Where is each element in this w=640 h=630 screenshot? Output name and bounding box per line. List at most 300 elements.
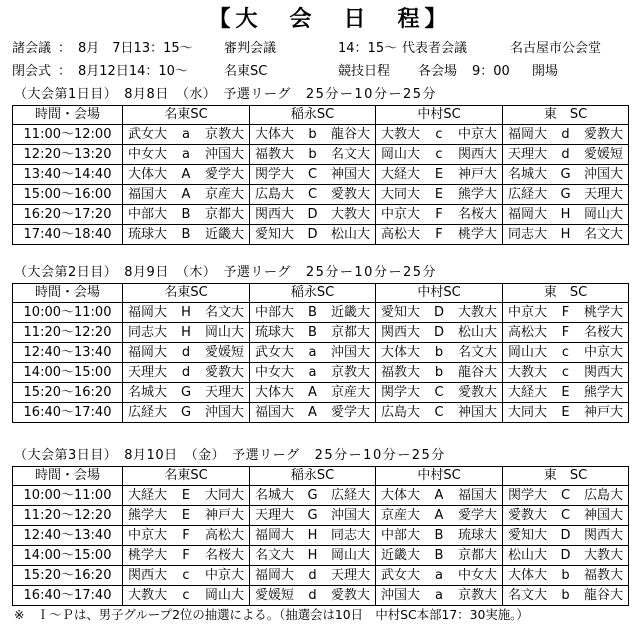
match [503,404,628,422]
match-format: 25分ー10分ー25分 [305,265,437,280]
team-away: 中京大 [204,567,244,583]
time-cell: 12:20～13:20 [13,145,123,165]
day-weekday: （水） [175,87,217,102]
group-letter: d [181,344,191,360]
group-letter: C [560,507,571,523]
team-away: 福教大 [583,567,623,583]
team-home: 中部大 [128,206,168,222]
match-cell [250,403,376,423]
team-home: 大体大 [255,384,295,400]
group-letter: A [181,186,191,202]
group-letter: A [308,404,317,420]
match [123,404,249,422]
match-cell [376,506,503,526]
group-letter: D [307,226,318,242]
venue-header: 名東SC [123,467,250,486]
group-letter: G [307,487,318,503]
match [123,126,249,144]
team-home: 福岡大 [255,527,295,543]
group-letter: C [434,404,444,420]
team-home: 福教大 [255,146,295,162]
match-cell [503,185,629,205]
group-letter: H [560,226,571,242]
match-cell [376,586,503,606]
team-away: 京都大 [330,324,370,340]
match-cell [376,303,503,323]
table-row [13,546,629,566]
time-cell: 14:00～15:00 [13,546,123,566]
team-away: 名文大 [583,226,623,242]
team-away: 名文大 [457,344,497,360]
time-cell: 10:00～11:00 [13,303,123,323]
team-home: 桃学大 [128,547,168,563]
team-home: 広経大 [508,186,548,202]
team-home: 大体大 [255,126,295,142]
venue-header: 名東SC [123,106,250,125]
team-home: 福岡大 [128,304,168,320]
group-letter: c [182,567,190,583]
group-letter: a [435,587,443,603]
match [250,547,375,565]
team-home: 近畿大 [381,547,421,563]
team-home: 福国大 [255,404,295,420]
match-cell [250,165,376,185]
group-letter: A [308,384,317,400]
match [250,146,375,164]
team-away: 京教大 [457,587,497,603]
day-date: 8月10日 [124,448,178,463]
team-away: 桃学大 [457,226,497,242]
match-cell [503,125,629,145]
table-row [13,125,629,145]
match [123,547,249,565]
match-cell [503,145,629,165]
match-cell [376,566,503,586]
match [376,587,502,605]
team-away: 京産大 [204,186,244,202]
match-cell [123,343,250,363]
match-cell [503,225,629,245]
team-away: 沖国大 [583,166,623,182]
day-label: （大会第2日目） [14,265,118,280]
match-cell [250,145,376,165]
meetings-separator: ： [58,41,72,56]
group-letter: c [182,587,190,603]
day-label: （大会第1日目） [14,87,118,102]
team-home: 中京大 [508,304,548,320]
team-home: 大体大 [381,487,421,503]
match [123,364,249,382]
match [376,567,502,585]
meetings-label: 諸会議 [12,41,52,56]
match [376,364,502,382]
team-home: 名文大 [508,587,548,603]
match [123,226,249,244]
day-stage: 予選リーグ [232,448,300,463]
team-home: 福岡大 [508,206,548,222]
team-away: 名桜大 [457,206,497,222]
group-letter: b [434,364,444,380]
team-away: 岡山大 [204,324,244,340]
match-cell [123,125,250,145]
team-home: 広島大 [381,404,421,420]
team-home: 高松大 [381,226,421,242]
team-home: 岡山大 [381,146,421,162]
team-away: 愛媛短 [204,344,244,360]
team-away: 広島大 [583,487,623,503]
match-cell [123,566,250,586]
group-letter: c [435,146,443,162]
team-home: 岡山大 [508,344,548,360]
match [250,587,375,605]
match-cell [376,145,503,165]
match-cell [376,486,503,506]
team-home: 大体大 [128,166,168,182]
group-letter: D [433,324,444,340]
group-letter: c [435,126,443,142]
group-letter: A [434,507,444,523]
match [376,384,502,402]
team-home: 大体大 [381,344,421,360]
team-away: 愛学大 [457,507,497,523]
match [123,487,249,505]
match-cell [250,125,376,145]
match [503,487,628,505]
match-cell [123,145,250,165]
group-letter: B [434,527,444,543]
meetings-datetime: 8月 7日13：15～ [78,41,193,56]
match [376,226,502,244]
venues-label: 各会場 [418,64,458,79]
match-cell [123,323,250,343]
match-cell [503,546,629,566]
group-letter: E [561,404,570,420]
match-cell [503,566,629,586]
team-away: 神戸大 [457,166,497,182]
time-cell: 13:40～14:40 [13,165,123,185]
match [503,206,628,224]
match [503,304,628,322]
group-letter: F [561,324,570,340]
referee-meeting: 審判会議 [224,41,277,56]
match-cell [376,546,503,566]
team-away: 京産大 [330,384,370,400]
match [123,206,249,224]
team-home: 琉球大 [255,324,295,340]
team-away: 愛教大 [457,384,497,400]
team-away: 愛学大 [204,166,244,182]
group-letter: H [307,527,318,543]
team-away: 沖国大 [330,507,370,523]
team-away: 京都大 [204,206,244,222]
group-letter: b [561,567,570,583]
open-time: 9：00 [472,64,510,79]
match-cell [123,403,250,423]
group-letter: A [181,166,191,182]
team-home: 大経大 [381,166,421,182]
day-label: （大会第3日目） [14,448,118,463]
group-letter: D [560,547,571,563]
team-away: 名文大 [330,146,370,162]
match [503,567,628,585]
group-letter: b [561,587,570,603]
group-letter: H [560,206,571,222]
group-letter: E [434,186,444,202]
match [250,404,375,422]
group-letter: E [181,507,191,523]
group-letter: G [560,186,571,202]
match [250,324,375,342]
team-away: 琉球大 [457,527,497,543]
team-home: 広島大 [255,186,295,202]
match-format: 25分ー10分ー25分 [314,448,446,463]
team-away: 神戸大 [583,404,623,420]
match-cell [123,165,250,185]
match-cell [250,506,376,526]
team-home: 熊学大 [128,507,168,523]
team-away: 神国大 [583,507,623,523]
team-away: 熊学大 [583,384,623,400]
venue-header: 稲永SC [250,284,376,303]
match [123,324,249,342]
match [376,304,502,322]
match [123,166,249,184]
group-letter: d [308,587,317,603]
match [376,166,502,184]
team-home: 松山大 [508,547,548,563]
venue-header: 東 SC [503,467,629,486]
team-away: 神国大 [457,404,497,420]
match [376,126,502,144]
group-letter: H [307,547,318,563]
match [503,344,628,362]
team-home: 高松大 [508,324,548,340]
team-away: 関西大 [583,364,623,380]
match-cell [123,383,250,403]
team-away: 天理大 [583,186,623,202]
match-cell [250,185,376,205]
time-cell: 17:40～18:40 [13,225,123,245]
group-letter: d [181,364,191,380]
table-row [13,343,629,363]
match [250,487,375,505]
match-cell [376,205,503,225]
time-cell: 14:00～15:00 [13,363,123,383]
match [376,146,502,164]
team-away: 近畿大 [204,226,244,242]
match [503,384,628,402]
match [503,364,628,382]
meetings-line [0,40,640,58]
team-away: 沖国大 [330,344,370,360]
team-away: 京都大 [457,547,497,563]
team-away: 広経大 [330,487,370,503]
time-cell: 11:00～12:00 [13,125,123,145]
team-home: 広経大 [128,404,168,420]
time-venue-header: 時間・会場 [13,467,123,486]
team-away: 龍谷大 [457,364,497,380]
rep-meeting: 代表者会議 [402,41,468,56]
time-cell: 16:40～17:40 [13,586,123,606]
match-cell [250,526,376,546]
match [123,304,249,322]
match-format: 25分ー10分ー25分 [305,87,437,102]
team-away: 中京大 [457,126,497,142]
match-cell [123,303,250,323]
match [376,404,502,422]
match-cell [123,225,250,245]
team-home: 大経大 [128,487,168,503]
day-header [14,86,437,104]
match-cell [376,526,503,546]
group-letter: F [561,304,570,320]
team-away: 近畿大 [330,304,370,320]
group-letter: H [181,324,191,340]
schedule-table [12,105,629,245]
group-letter: D [307,206,318,222]
venue-header: 名東SC [123,284,250,303]
table-row [13,506,629,526]
group-letter: C [307,166,318,182]
group-letter: B [434,547,444,563]
day-date: 8月9日 [124,265,169,280]
group-letter: G [180,384,192,400]
match [250,226,375,244]
table-row [13,303,629,323]
match-cell [250,383,376,403]
match [376,344,502,362]
group-letter: F [435,206,443,222]
match [250,384,375,402]
rep-meeting-time: 14：15～ [338,41,398,56]
match-cell [123,185,250,205]
table-row [13,586,629,606]
match [503,527,628,545]
team-home: 大同大 [381,186,421,202]
team-home: 愛知大 [381,304,421,320]
team-home: 関西大 [381,324,421,340]
match-cell [123,486,250,506]
team-home: 大体大 [508,567,548,583]
match-cell [503,486,629,506]
time-cell: 15:00～16:00 [13,185,123,205]
match [250,527,375,545]
match-cell [250,323,376,343]
time-cell: 11:20～12:20 [13,323,123,343]
group-letter: B [181,226,191,242]
team-away: 福国大 [457,487,497,503]
group-letter: C [307,186,318,202]
team-home: 同志大 [508,226,548,242]
team-home: 天理大 [128,364,168,380]
team-away: 桃学大 [583,304,623,320]
time-cell: 15:20～16:20 [13,566,123,586]
match-cell [376,125,503,145]
team-home: 同志大 [128,324,168,340]
team-home: 天理大 [508,146,548,162]
team-home: 福教大 [381,364,421,380]
match-cell [503,165,629,185]
match [376,507,502,525]
team-away: 名文大 [204,304,244,320]
match-cell [376,343,503,363]
time-cell: 12:40～13:40 [13,343,123,363]
group-letter: a [435,567,443,583]
team-home: 関学大 [508,487,548,503]
match [123,507,249,525]
team-home: 中京大 [128,527,168,543]
team-home: 名城大 [255,487,295,503]
match [250,567,375,585]
team-home: 愛教大 [508,507,548,523]
team-away: 高松大 [204,527,244,543]
team-home: 関学大 [381,384,421,400]
schedule-title: 【大 会 日 程】 [208,7,452,32]
closing-venue: 名東SC [224,64,268,79]
time-cell: 10:00～11:00 [13,486,123,506]
group-letter: c [561,344,570,360]
team-away: 神国大 [330,166,370,182]
group-letter: d [561,126,570,142]
time-cell: 16:20～17:20 [13,205,123,225]
match [376,547,502,565]
match [250,186,375,204]
match-cell [376,323,503,343]
team-home: 天理大 [255,507,295,523]
match-cell [123,363,250,383]
match [376,186,502,204]
venue-header: 中村SC [376,106,503,125]
match-cell [376,165,503,185]
team-away: 愛媛短 [583,146,623,162]
team-home: 京産大 [381,507,421,523]
team-away: 沖国大 [204,146,244,162]
table-row [13,145,629,165]
team-away: 大教大 [583,547,623,563]
team-home: 武女大 [128,126,168,142]
day-weekday: （木） [175,265,217,280]
schedule-table [12,283,629,423]
team-home: 福岡大 [255,567,295,583]
match [376,206,502,224]
open-label: 開場 [532,64,559,79]
closing-datetime: 8月12日14：10～ [78,64,188,79]
match [250,126,375,144]
group-letter: C [434,384,444,400]
table-header-row [13,467,629,486]
time-venue-header: 時間・会場 [13,106,123,125]
match [503,226,628,244]
time-cell: 11:20～12:20 [13,506,123,526]
match-cell [250,225,376,245]
team-home: 名城大 [508,166,548,182]
match [250,344,375,362]
match-cell [503,343,629,363]
group-letter: a [182,146,190,162]
team-away: 龍谷大 [583,587,623,603]
table-row [13,323,629,343]
table-row [13,165,629,185]
team-home: 沖国大 [381,587,421,603]
table-header-row [13,106,629,125]
day-weekday: （金） [184,448,226,463]
team-home: 愛知大 [255,226,295,242]
match [123,344,249,362]
team-away: 関西大 [457,146,497,162]
team-home: 中女大 [128,146,168,162]
team-home: 中部大 [255,304,295,320]
match [123,146,249,164]
